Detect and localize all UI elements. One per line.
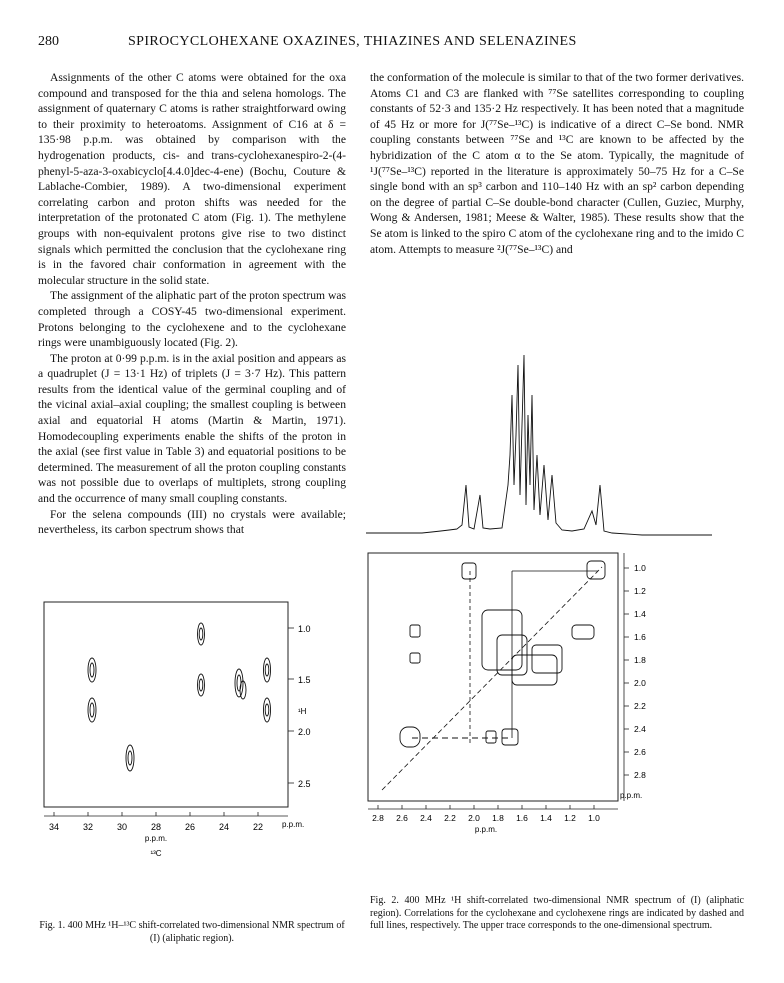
y-tick-label: 1.0 — [634, 563, 646, 573]
x-unit-label: p.p.m. — [474, 825, 498, 834]
figure-1-plot — [38, 590, 346, 915]
y-tick-label: 1.0 — [298, 624, 311, 634]
x-tick-label: 28 — [150, 822, 162, 832]
x-tick-label: 2.6 — [396, 813, 408, 823]
x-tick-label: 1.2 — [564, 813, 576, 823]
x-tick-label: 34 — [48, 822, 60, 832]
y-tick-label: 1.4 — [634, 609, 646, 619]
x-tick-label: 22 — [252, 822, 264, 832]
x-tick-label: 2.0 — [468, 813, 480, 823]
paragraph: the conformation of the molecule is similar to that of the two former derivatives. Atoms C1 and C3 are flanked with ⁷⁷Se satellites corresponding to coupling constants of 52·3 and 135·2 Hz respectively. It has been noted that a magnitude of 45 Hz or more for J(⁷⁷Se–¹³C) is indicative of a direct C–Se bond. NMR coupling constants between ⁷⁷Se and ¹³C are known to be affected by the hybridization of the C atom α to the Se atom. Typically, the magnitude of ¹J(⁷⁷Se–¹³C) reported in the literature is approximately 50–75 Hz for a C–Se single bond with an sp³ carbon and 110–140 Hz with an sp² carbon depending on the degree of partial C–Se double-bond character (Cullen, Guziec, Murphy, Wong & Andersen, 1981; Meese & Walter, 1985). These results show that the Se atom is linked to the spiro C atom of the cyclohexane ring and to the imido C atom. Attempts to measure ²J(⁷⁷Se–¹³C) and — [370, 71, 744, 256]
x-tick-label: 26 — [184, 822, 196, 832]
y-tick-label: 2.6 — [634, 747, 646, 757]
x-tick-label: 32 — [82, 822, 94, 832]
paragraph: For the selena compounds (III) no crystals were available; nevertheless, its carbon spectrum shows that — [38, 507, 346, 537]
one-dimensional-trace — [366, 355, 712, 535]
y-unit-label: p.p.m. — [282, 820, 305, 829]
y-nucleus-label: ¹H — [298, 707, 307, 716]
y-tick-label: 2.5 — [298, 779, 311, 789]
x-tick-label: 1.0 — [588, 813, 600, 823]
paragraph: The proton at 0·99 p.p.m. is in the axial position and appears as a quadruplet (J = 13·1 Hz) of triplets (J = 3·7 Hz). This pattern results from the identical value of the germinal coupling and of the vicinal axial–axial coupling; the smallest coupling is between axial and equatorial H atoms (Martin & Martin, 1971). Homodecoupling experiments enable the shifts of the proton in the axial (see first value in Table 3) and equatorial positions to be determined. The measurement of all the proton coupling constants was not possible due to overlaps of multiplets, strong coupling and the occurrence of many small coupling constants. — [38, 351, 346, 506]
running-title: SPIROCYCLOHEXANE OXAZINES, THIAZINES AND SELENAZINES — [128, 34, 577, 49]
x-tick-label: 1.6 — [516, 813, 528, 823]
x-tick-label: 2.8 — [372, 813, 384, 823]
y-tick-label: 1.6 — [634, 632, 646, 642]
y-tick-label: 1.8 — [634, 655, 646, 665]
x-tick-label: 30 — [116, 822, 128, 832]
figure-1 — [38, 590, 346, 915]
page-number: 280 — [38, 34, 59, 49]
y-unit-label: p.p.m. — [620, 791, 643, 800]
right-column — [370, 70, 744, 257]
x-tick-label: 1.4 — [540, 813, 552, 823]
left-column — [38, 70, 346, 538]
x-unit-label: p.p.m. — [144, 834, 168, 843]
page-header — [38, 34, 744, 52]
figure-2 — [362, 335, 744, 893]
y-tick-label: 1.5 — [298, 675, 311, 685]
y-tick-label: 2.2 — [634, 701, 646, 711]
x-nucleus-label: ¹³C — [150, 849, 162, 858]
y-tick-label: 2.0 — [298, 727, 311, 737]
x-tick-label: 2.4 — [420, 813, 432, 823]
figure-1-caption: Fig. 1. 400 MHz ¹H–¹³C shift-correlated two-dimensional NMR spectrum of (I) (aliphatic region). — [39, 920, 345, 944]
paragraph: The assignment of the aliphatic part of the proton spectrum was completed through a COSY-45 two-dimensional experiment. Protons belonging to the cyclohexene and to the cyclohexane rings were unambiguously located (Fig. 2). — [38, 289, 346, 350]
figure-2-caption: Fig. 2. 400 MHz ¹H shift-correlated two-dimensional NMR spectrum of (I) (aliphatic region). Correlations for the cyclohexane and cyclohexene rings are indicated by dashed and full lines, respectively. The upper trace corresponds to the one-dimensional spectrum. — [370, 895, 744, 931]
y-tick-label: 2.8 — [634, 770, 646, 780]
figure-2-plot — [362, 335, 744, 893]
y-tick-label: 2.0 — [634, 678, 646, 688]
x-tick-label: 24 — [218, 822, 230, 832]
paragraph: Assignments of the other C atoms were obtained for the oxa compound and transposed for the thia and selena homologs. The assignment of quaternary C atoms is rather straightforward owing to their proximity to heteroatoms. Assignment of C16 at δ = 135·98 p.p.m. was obtained by comparison with the hydrogenation products, cis- and trans-cyclohexanespiro-2-(4-phenyl-5-aza-3-oxabicyclo[4.4.0]dec-4-ene) (Bochu, Couture & Lablache-Combier, 1989). A two-dimensional experiment correlating carbon and proton shifts was needed for the interpretation of the protonated C atom (Fig. 1). The methylene groups with non-equivalent protons give rise to two distinct signals which permitted the conclusion that the cyclohexane ring is in the favored chair conformation in agreement with the molecular structure in the solid state. — [38, 71, 346, 287]
x-tick-label: 2.2 — [444, 813, 456, 823]
x-tick-label: 1.8 — [492, 813, 504, 823]
y-tick-label: 1.2 — [634, 586, 646, 596]
y-tick-label: 2.4 — [634, 724, 646, 734]
